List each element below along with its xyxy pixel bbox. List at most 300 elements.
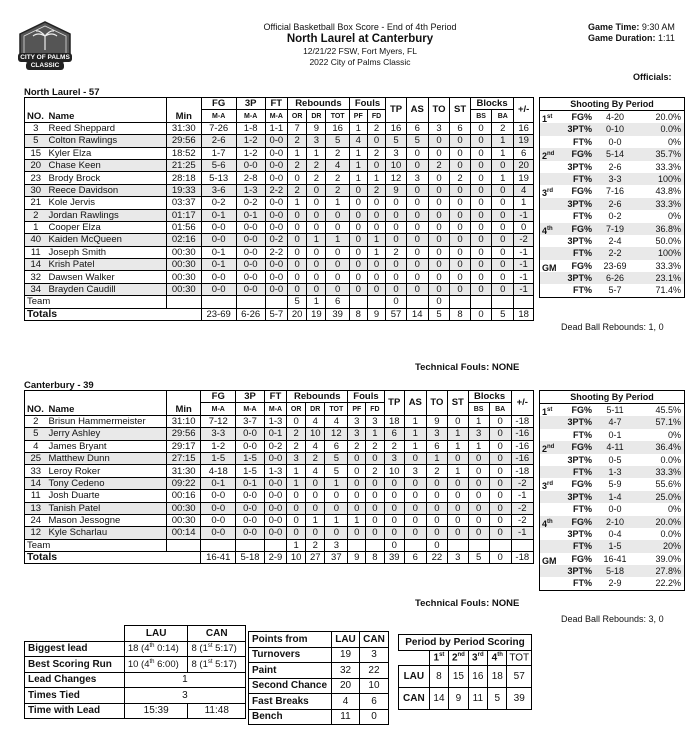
player-ft: 0-0: [265, 159, 287, 171]
player-to: 6: [426, 440, 447, 452]
empty-cell: [167, 296, 202, 308]
player-number: 24: [25, 514, 47, 526]
player-name: Leroy Roker: [47, 465, 167, 477]
player-ba: 0: [489, 490, 511, 502]
player-plusminus: -1: [514, 209, 534, 221]
player-as: 0: [406, 246, 428, 258]
player-tp: 0: [386, 197, 407, 209]
player-plusminus: 20: [514, 159, 534, 171]
period-number: 1: [542, 407, 548, 417]
player-fg: 0-1: [201, 477, 236, 489]
empty-cell: [349, 296, 367, 308]
player-name: Cooper Elza: [47, 221, 167, 233]
player-name: Brody Brock: [47, 172, 167, 184]
period-number: 2: [542, 151, 548, 162]
player-bs: 1: [468, 440, 489, 452]
subcol-bs: BS: [468, 403, 489, 415]
player-tp: 3: [384, 452, 404, 464]
player-tot: 0: [326, 271, 349, 283]
player-3p: 0-0: [236, 221, 265, 233]
player-to: 2: [426, 465, 447, 477]
period-head-number: 3: [472, 652, 478, 664]
report-title: Official Basketball Box Score - End of 4th Period: [263, 22, 457, 32]
player-to: 0: [428, 271, 450, 283]
player-plusminus: -16: [511, 452, 533, 464]
points-value: 3: [359, 647, 388, 663]
period-head-suffix: rd: [477, 652, 484, 659]
subcol-or: OR: [288, 110, 307, 122]
player-or: 0: [288, 259, 307, 271]
points-head-team: CAN: [359, 632, 388, 648]
period-label: [540, 429, 564, 441]
player-pf: 0: [349, 246, 367, 258]
stat-percent: 100%: [657, 248, 681, 259]
player-dr: 1: [307, 147, 326, 159]
stat-made-attempted: 0-10: [605, 124, 624, 135]
player-fd: 2: [366, 465, 384, 477]
stat-made-attempted: 2-6: [608, 198, 622, 209]
period-suffix: rd: [547, 188, 554, 195]
player-plusminus: -2: [511, 502, 533, 514]
player-fd: 0: [367, 283, 385, 295]
player-number: 4: [25, 440, 47, 452]
period-score: 14: [429, 688, 448, 710]
shooting-row: [540, 577, 684, 589]
player-tot: 0: [326, 221, 349, 233]
player-as: 3: [406, 172, 428, 184]
player-fd: 2: [367, 147, 385, 159]
player-as: 5: [406, 135, 428, 147]
shooting-row: [540, 404, 684, 416]
subcol-fd: FD: [367, 110, 385, 122]
shooting-row: [540, 173, 684, 185]
points-value: 22: [359, 663, 388, 679]
period-head-number: 2: [451, 652, 458, 664]
city-of-palms-logo: [14, 20, 76, 74]
player-ft: 2-2: [265, 246, 287, 258]
player-tot: 0: [326, 283, 349, 295]
player-ba: 1: [492, 172, 514, 184]
subcol-ma: M-A: [264, 403, 286, 415]
player-or: 0: [287, 415, 306, 427]
player-as: 0: [404, 477, 426, 489]
period-head: [488, 650, 507, 666]
player-as: 0: [406, 283, 428, 295]
player-fd: 1: [367, 234, 385, 246]
player-plusminus: -2: [511, 514, 533, 526]
shooting-row: [540, 429, 684, 441]
subcol-dr: DR: [306, 403, 325, 415]
empty-cell: [511, 539, 533, 551]
player-plusminus: -18: [511, 415, 533, 427]
player-st: 1: [448, 440, 468, 452]
stat-made-attempted: 5-14: [605, 149, 624, 160]
totals-or: 20: [288, 308, 307, 320]
stat-category: FT%: [573, 429, 592, 440]
player-fg: 0-1: [201, 259, 236, 271]
player-st: 0: [450, 184, 471, 196]
player-number: 11: [25, 246, 47, 258]
points-head-team: LAU: [332, 632, 360, 648]
player-fg: 0-0: [201, 283, 236, 295]
player-name: Mason Jessogne: [47, 514, 167, 526]
player-name: James Bryant: [47, 440, 167, 452]
player-dr: 0: [307, 271, 326, 283]
period-number: 4: [542, 225, 548, 236]
player-pf: 0: [349, 259, 367, 271]
empty-cell: [236, 296, 265, 308]
player-number: 25: [25, 452, 47, 464]
player-3p: 3-7: [236, 415, 265, 427]
player-tot: 2: [326, 184, 349, 196]
player-tp: 2: [386, 246, 407, 258]
player-min: 27:15: [167, 452, 201, 464]
player-number: 5: [25, 135, 47, 147]
player-or: 2: [288, 135, 307, 147]
player-st: 0: [448, 502, 468, 514]
player-or: 1: [287, 477, 306, 489]
team-tot: 3: [325, 539, 348, 551]
player-fg: 3-6: [201, 184, 236, 196]
shooting-row: [540, 553, 684, 565]
player-pf: 3: [348, 415, 366, 427]
stat-made-attempted: 5-7: [608, 285, 622, 296]
period-label: [540, 235, 564, 247]
empty-cell: [201, 539, 236, 551]
points-value: 19: [332, 647, 360, 663]
stat-percent: 0%: [667, 136, 681, 147]
stat-percent: 20.0%: [655, 516, 681, 527]
dead-ball-rebounds-north-laurel: Dead Ball Rebounds: 1, 0: [561, 322, 664, 332]
stat-percent: 27.8%: [655, 566, 681, 577]
period-label: [540, 503, 564, 515]
totals-tp: 39: [384, 552, 404, 564]
biggest-lead-lau: 18 (4th 0:14): [124, 641, 188, 657]
team-label: Team: [25, 539, 167, 551]
shooting-row: [540, 454, 684, 466]
period-number: 2: [542, 444, 548, 455]
player-tot: 5: [326, 135, 349, 147]
stat-percent: 25.0%: [655, 491, 681, 502]
period-label: [540, 284, 564, 296]
player-fd: 0: [367, 135, 385, 147]
player-bs: 0: [470, 135, 491, 147]
col-3p: 3P: [236, 391, 265, 403]
stat-made-attempted: 2-6: [608, 161, 622, 172]
col-fg: FG: [201, 391, 236, 403]
player-bs: 0: [468, 527, 489, 539]
stat-category: FG%: [571, 260, 592, 271]
team-tot: 6: [326, 296, 349, 308]
stat-percent: 45.5%: [655, 405, 681, 415]
team-dr: 2: [306, 539, 325, 551]
period-scoring-table: [398, 634, 532, 710]
player-min: 00:30: [167, 514, 201, 526]
player-ft: 0-0: [264, 502, 286, 514]
player-3p: 0-0: [236, 502, 265, 514]
shooting-row: [540, 185, 684, 197]
times-tied-value: 3: [124, 688, 245, 704]
player-bs: 0: [468, 477, 489, 489]
col-as: AS: [404, 391, 426, 416]
player-3p: 0-0: [236, 440, 265, 452]
col-min: Min: [167, 98, 202, 123]
player-fd: 0: [367, 197, 385, 209]
team-label: Team: [25, 296, 167, 308]
player-row: [25, 159, 534, 171]
player-st: 0: [450, 209, 471, 221]
player-fd: 2: [366, 440, 384, 452]
points-row: [249, 678, 389, 694]
subcol-ma: M-A: [236, 403, 265, 415]
shooting-title: Shooting By Period: [540, 391, 684, 404]
player-to: 0: [428, 147, 450, 159]
player-name: Brayden Caudill: [47, 283, 167, 295]
period-label: [540, 198, 564, 210]
stat-made-attempted: 0-2: [608, 211, 622, 222]
player-or: 0: [287, 527, 306, 539]
player-ba: 0: [489, 527, 511, 539]
player-dr: 0: [307, 209, 326, 221]
player-number: 2: [25, 209, 47, 221]
player-number: 40: [25, 234, 47, 246]
dead-ball-rebounds-canterbury: Dead Ball Rebounds: 3, 0: [561, 614, 664, 624]
player-pf: 0: [349, 184, 367, 196]
player-3p: 0-0: [236, 527, 265, 539]
points-value: 0: [359, 709, 388, 725]
player-min: 00:30: [167, 283, 202, 295]
player-or: 7: [288, 122, 307, 134]
player-tot: 0: [325, 527, 348, 539]
col-name: Name: [47, 391, 167, 416]
player-number: 21: [25, 197, 47, 209]
player-plusminus: 0: [514, 221, 534, 233]
period-label: [540, 454, 564, 466]
player-name: Tony Cedeno: [47, 477, 167, 489]
player-min: 18:52: [167, 147, 202, 159]
stat-percent: 33.3%: [655, 161, 681, 172]
player-st: 2: [450, 172, 471, 184]
player-pf: 0: [349, 197, 367, 209]
player-bs: 0: [468, 452, 489, 464]
subcol-ma: M-A: [201, 110, 236, 122]
period-label: [540, 136, 564, 148]
lead-head-can: CAN: [188, 626, 246, 642]
box-score-table-canterbury: [24, 390, 534, 564]
player-3p: 0-0: [236, 283, 265, 295]
player-st: 0: [448, 477, 468, 489]
player-3p: 0-1: [236, 209, 265, 221]
player-tp: 0: [386, 221, 407, 233]
best-run-lau: 10 (4th 6:00): [124, 657, 188, 673]
game-time-label: Game Time:: [588, 22, 640, 32]
shooting-row: [540, 540, 684, 552]
player-ft: 0-0: [265, 197, 287, 209]
stat-made-attempted: 1-5: [608, 541, 622, 552]
points-row: [249, 647, 389, 663]
player-bs: 0: [470, 246, 491, 258]
period-number: GM: [542, 262, 557, 273]
player-fg: 0-0: [201, 221, 236, 233]
period-head-suffix: st: [439, 652, 445, 659]
totals-row: [25, 552, 534, 564]
empty-cell: [264, 539, 286, 551]
stat-made-attempted: 4-11: [606, 442, 624, 453]
player-tp: 10: [384, 465, 404, 477]
best-run-can: 8 (1st 5:17): [188, 657, 246, 673]
player-tp: 16: [386, 122, 407, 134]
empty-cell: [367, 296, 385, 308]
player-as: 0: [404, 490, 426, 502]
player-bs: 0: [470, 259, 491, 271]
subcol-pf: PF: [348, 403, 366, 415]
col-fouls: Fouls: [349, 98, 385, 110]
player-st: 0: [450, 147, 471, 159]
col-blocks: Blocks: [468, 391, 511, 403]
shooting-row: [540, 235, 684, 247]
player-or: 0: [288, 246, 307, 258]
stat-percent: 33.3%: [655, 466, 681, 477]
player-as: 1: [404, 428, 426, 440]
points-value: 10: [359, 678, 388, 694]
player-tp: 0: [384, 490, 404, 502]
col-3p: 3P: [236, 98, 265, 110]
player-plusminus: -2: [511, 477, 533, 489]
team-to: 0: [426, 539, 447, 551]
team-to: 0: [428, 296, 450, 308]
stat-made-attempted: 16-41: [603, 553, 627, 564]
player-row: [25, 477, 534, 489]
player-as: 0: [406, 159, 428, 171]
player-dr: 0: [307, 283, 326, 295]
player-dr: 2: [306, 452, 325, 464]
stat-percent: 36.4%: [655, 442, 681, 453]
player-plusminus: -1: [514, 246, 534, 258]
player-3p: 0-0: [236, 159, 265, 171]
stat-category: FT%: [573, 211, 592, 222]
stat-category: 3PT%: [567, 273, 592, 284]
stat-category: FT%: [573, 173, 592, 184]
player-tp: 6: [384, 428, 404, 440]
col-rebounds: Rebounds: [287, 391, 348, 403]
stat-percent: 71.4%: [655, 285, 681, 296]
player-dr: 9: [307, 122, 326, 134]
player-number: 3: [25, 122, 47, 134]
totals-as: 6: [404, 552, 426, 564]
player-min: 09:22: [167, 477, 201, 489]
player-to: 2: [428, 159, 450, 171]
player-tp: 9: [386, 184, 407, 196]
period-head: [449, 650, 468, 666]
player-to: 0: [428, 135, 450, 147]
player-bs: 0: [470, 209, 491, 221]
stat-category: FT%: [573, 248, 592, 259]
stat-made-attempted: 0-1: [608, 429, 622, 440]
player-tot: 0: [326, 209, 349, 221]
player-3p: 0-0: [236, 259, 265, 271]
team-title-north-laurel: North Laurel - 57: [24, 87, 100, 98]
col-to: TO: [426, 391, 447, 416]
subcol-ma: M-A: [201, 403, 236, 415]
player-dr: 0: [307, 184, 326, 196]
col-tp: TP: [386, 98, 407, 123]
points-value: 11: [332, 709, 360, 725]
player-row: [25, 197, 534, 209]
player-fd: 0: [366, 502, 384, 514]
player-as: 0: [406, 184, 428, 196]
player-dr: 0: [306, 477, 325, 489]
points-category: Bench: [249, 709, 332, 725]
player-row: [25, 184, 534, 196]
player-as: 3: [404, 465, 426, 477]
stat-category: FT%: [573, 466, 592, 477]
player-tp: 3: [386, 147, 407, 159]
period-head-blank: [399, 650, 430, 666]
player-pf: 1: [349, 159, 367, 171]
player-fd: 0: [367, 221, 385, 233]
col-fg: FG: [201, 98, 236, 110]
period-label: [540, 466, 564, 478]
totals-ba: 5: [492, 308, 514, 320]
player-min: 28:18: [167, 172, 202, 184]
player-number: 12: [25, 527, 47, 539]
points-from-table: [248, 631, 389, 725]
player-dr: 3: [307, 135, 326, 147]
period-label: [540, 553, 564, 565]
player-tot: 1: [326, 197, 349, 209]
player-to: 0: [428, 234, 450, 246]
player-st: 0: [450, 234, 471, 246]
player-dr: 2: [307, 159, 326, 171]
player-or: 1: [288, 147, 307, 159]
player-number: 14: [25, 477, 47, 489]
subcol-tot: TOT: [325, 403, 348, 415]
shooting-row: [540, 503, 684, 515]
player-row: [25, 209, 534, 221]
totals-pf: 8: [349, 308, 367, 320]
player-tot: 5: [325, 452, 348, 464]
matchup-title: North Laurel at Canterbury: [286, 33, 434, 45]
player-ft: 0-0: [265, 259, 287, 271]
player-min: 00:30: [167, 502, 201, 514]
empty-cell: [265, 296, 287, 308]
period-label: [540, 111, 564, 123]
player-tp: 0: [384, 477, 404, 489]
player-or: 0: [288, 283, 307, 295]
period-label: [540, 528, 564, 540]
period-label: [540, 247, 564, 259]
player-as: 0: [404, 452, 426, 464]
player-3p: 0-0: [236, 271, 265, 283]
player-fg: 3-3: [201, 428, 236, 440]
player-name: Tanish Patel: [47, 502, 167, 514]
shooting-row: [540, 416, 684, 428]
col-ft: FT: [265, 98, 287, 110]
subcol-bs: BS: [470, 110, 491, 122]
stat-category: 3PT%: [567, 454, 592, 465]
player-fd: 0: [367, 271, 385, 283]
player-bs: 0: [470, 234, 491, 246]
player-row: [25, 122, 534, 134]
player-st: 0: [448, 452, 468, 464]
stat-category: 3PT%: [567, 198, 592, 209]
player-name: Chase Keen: [47, 159, 167, 171]
stat-category: FG%: [571, 479, 592, 490]
shooting-row: [540, 161, 684, 173]
stat-made-attempted: 0-4: [608, 528, 622, 539]
empty-cell: [348, 539, 366, 551]
player-or: 0: [288, 172, 307, 184]
